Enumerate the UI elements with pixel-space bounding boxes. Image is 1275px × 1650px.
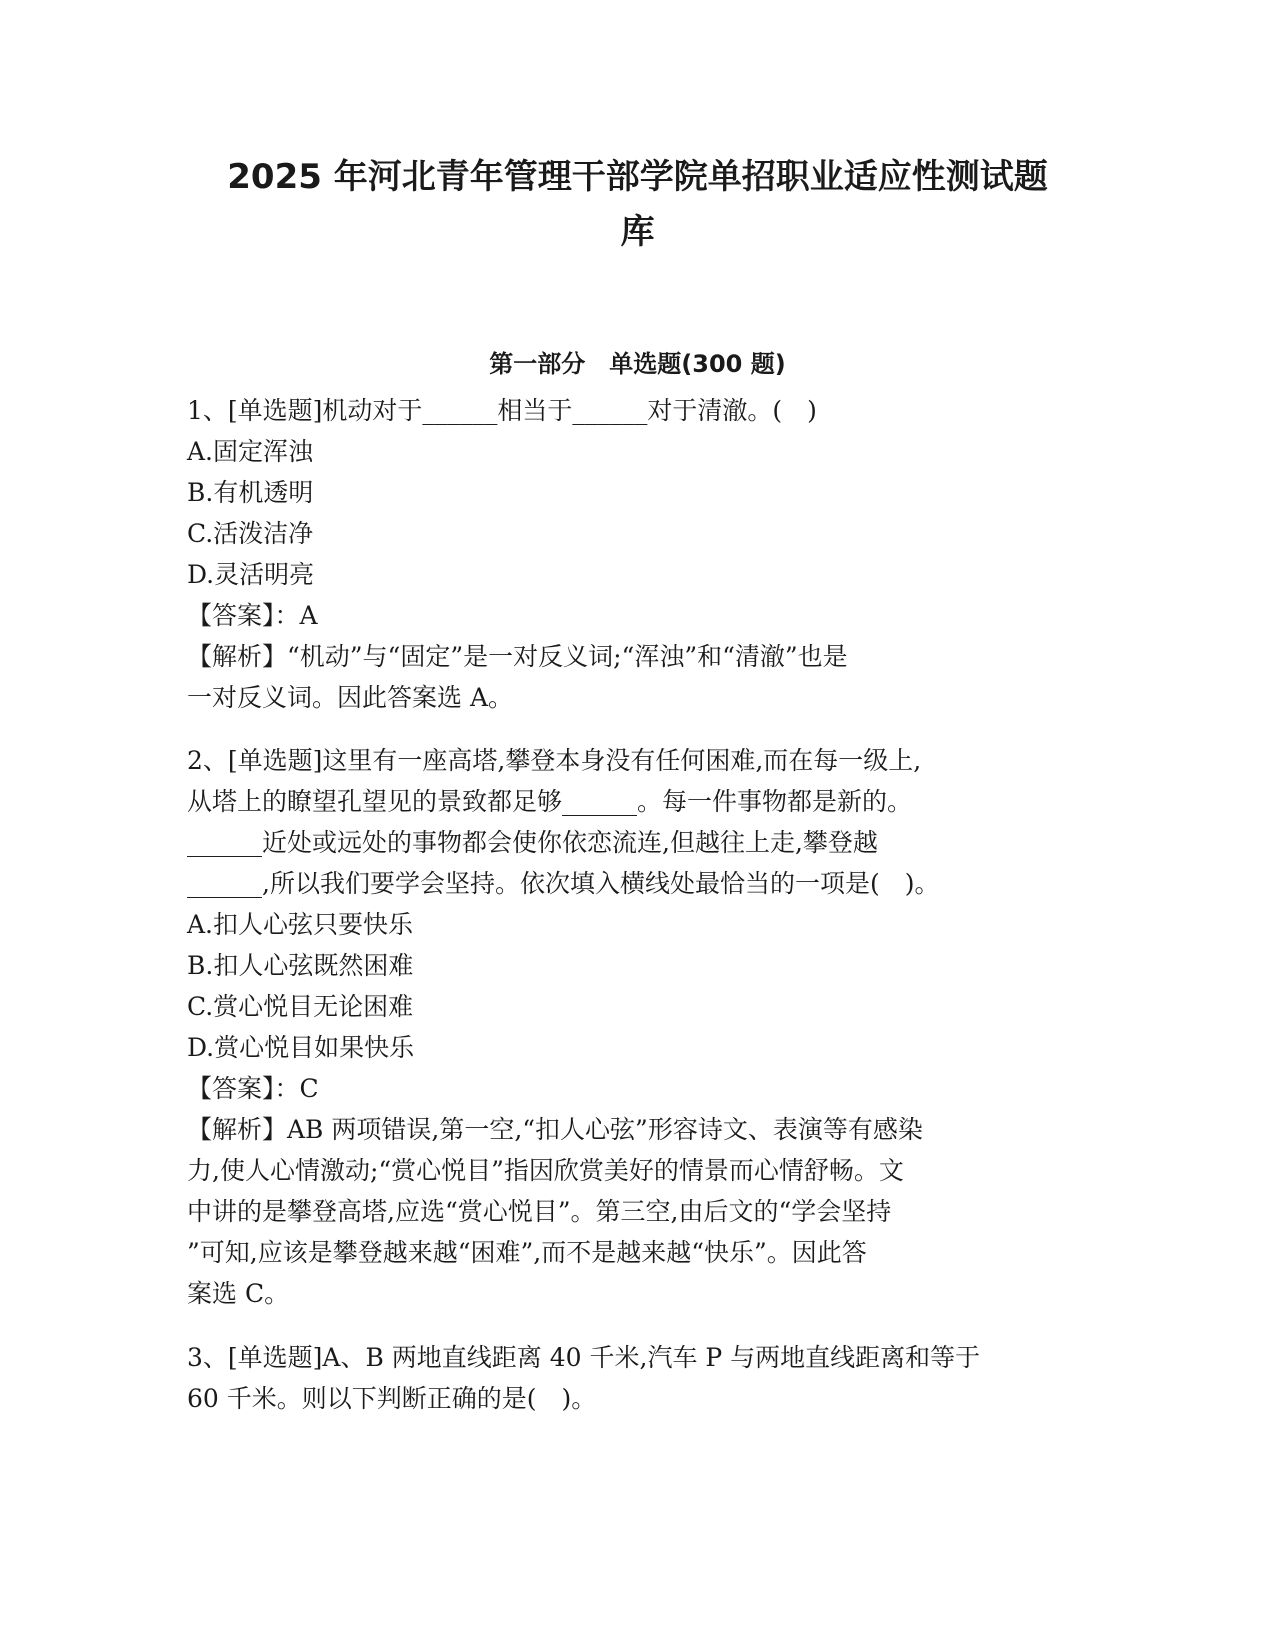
- question-stem-line: 从塔上的瞭望孔望见的景致都足够______。每一件事物都是新的。: [187, 787, 913, 816]
- question-stem-line: ______,所以我们要学会坚持。依次填入横线处最恰当的一项是( )。: [187, 869, 940, 898]
- question-stem-line: 60 千米。则以下判断正确的是( )。: [187, 1384, 597, 1413]
- question-option-c: C.活泼洁净: [187, 519, 314, 548]
- question-analysis-line: 力,使人心情激动;“赏心悦目”指因欣赏美好的情景而心情舒畅。文: [187, 1156, 904, 1185]
- question-option-c: C.赏心悦目无论困难: [187, 992, 414, 1021]
- question-option-d: D.赏心悦目如果快乐: [187, 1033, 415, 1062]
- question-option-d: D.灵活明亮: [187, 560, 315, 589]
- document-title-line-1: 2025 年河北青年管理干部学院单招职业适应性测试题: [227, 157, 1048, 197]
- question-option-a: A.固定浑浊: [187, 437, 314, 466]
- question-stem-line: ______近处或远处的事物都会使你依恋流连,但越往上走,攀登越: [187, 828, 878, 857]
- question-analysis-line: 一对反义词。因此答案选 A。: [187, 683, 514, 712]
- question-option-b: B.扣人心弦既然困难: [187, 951, 414, 980]
- question-answer: 【答案】：C: [187, 1074, 319, 1103]
- question-answer: 【答案】：A: [187, 601, 318, 630]
- question-option-b: B.有机透明: [187, 478, 314, 507]
- question-option-a: A.扣人心弦只要快乐: [187, 910, 414, 939]
- question-analysis-line: 案选 C。: [187, 1279, 290, 1308]
- section-heading: 第一部分 单选题(300 题): [489, 350, 786, 378]
- question-analysis-line: ”可知,应该是攀登越来越“困难”,而不是越来越“快乐”。因此答: [187, 1238, 867, 1267]
- question-stem-line: 2、[单选题]这里有一座高塔,攀登本身没有任何困难,而在每一级上,: [187, 746, 922, 775]
- question-stem-line: 3、[单选题]A、B 两地直线距离 40 千米,汽车 P 与两地直线距离和等于: [187, 1343, 981, 1372]
- question-analysis-line: 【解析】“机动”与“固定”是一对反义词;“浑浊”和“清澈”也是: [187, 642, 848, 671]
- question-analysis-line: 中讲的是攀登高塔,应选“赏心悦目”。第三空,由后文的“学会坚持: [187, 1197, 892, 1226]
- question-stem-line: 1、[单选题]机动对于______相当于______对于清澈。( ): [187, 396, 817, 425]
- question-analysis-line: 【解析】AB 两项错误,第一空,“扣人心弦”形容诗文、表演等有感染: [187, 1115, 923, 1144]
- document-title-line-2: 库: [620, 212, 655, 252]
